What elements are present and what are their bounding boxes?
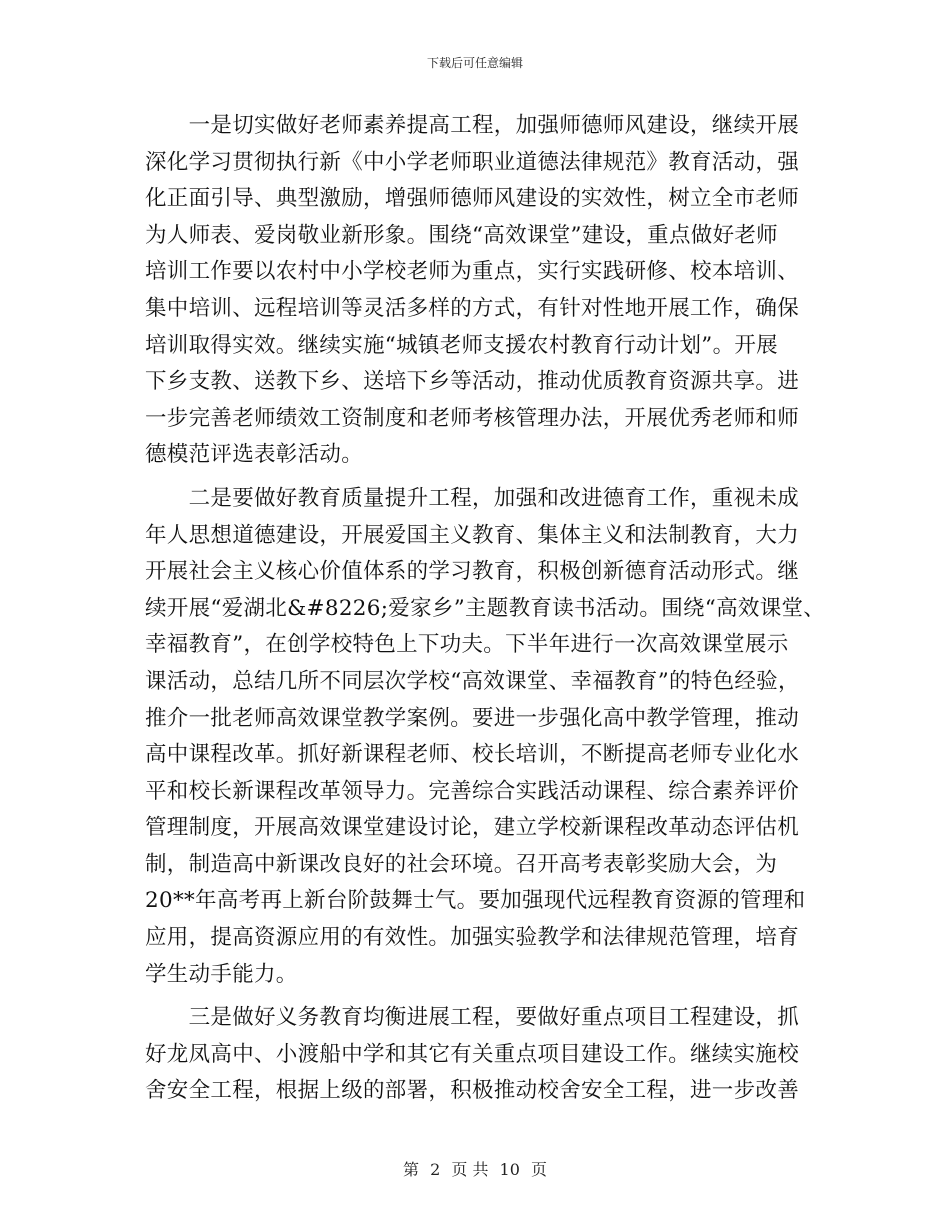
footer-prefix: 第 xyxy=(402,1160,419,1179)
text-line: 高中课程改革。抓好新课程老师、校长培训，不断提高老师专业化水 xyxy=(145,742,800,768)
text-line: 化正面引导、典型激励，增强师德师风建设的实效性，树立全市老师 xyxy=(145,186,800,212)
text-line: 年人思想道德建设，开展爱国主义教育、集体主义和法制教育，大力 xyxy=(145,522,800,548)
text-line: 应用，提高资源应用的有效性。加强实验教学和法律规范管理，培育 xyxy=(145,925,800,951)
text-line: 学生动手能力。 xyxy=(145,961,298,987)
text-line: 三是做好义务教育均衡进展工程，要做好重点项目工程建设，抓 xyxy=(145,1005,800,1031)
paragraph-1 xyxy=(145,108,800,474)
text-line: 一步完善老师绩效工资制度和老师考核管理办法，开展优秀老师和师 xyxy=(145,405,800,431)
total-pages: 10 xyxy=(499,1160,520,1179)
text-line: 培训工作要以农村中小学校老师为重点，实行实践研修、校本培训、 xyxy=(145,259,800,285)
text-line: 开展社会主义核心价值体系的学习教育，积极创新德育活动形式。继 xyxy=(145,559,800,585)
document-body xyxy=(145,108,826,1117)
footer-middle: 页 共 xyxy=(451,1160,489,1179)
text-line: 课活动，总结几所不同层次学校“高效课堂、幸福教育”的特色经验， xyxy=(145,668,800,694)
text-line: 下乡支教、送教下乡、送培下乡等活动，推动优质教育资源共享。进 xyxy=(145,369,800,395)
text-line: 二是要做好教育质量提升工程，加强和改进德育工作，重视未成 xyxy=(145,485,800,511)
text-line: 德模范评选表彰活动。 xyxy=(145,442,364,468)
page-footer xyxy=(0,1157,950,1180)
text-line: 推介一批老师高效课堂教学案例。要进一步强化高中教学管理，推动 xyxy=(145,705,800,731)
paragraph-2 xyxy=(145,481,826,993)
text-line: 平和校长新课程改革领导力。完善综合实践活动课程、综合素养评价 xyxy=(145,778,800,804)
text-line: 深化学习贯彻执行新《中小学老师职业道德法律规范》教育活动，强 xyxy=(145,149,800,175)
text-line: 幸福教育”，在创学校特色上下功夫。下半年进行一次高效课堂展示 xyxy=(145,632,789,658)
text-line: 为人师表、爱岗敬业新形象。围绕“高效课堂”建设，重点做好老师 xyxy=(145,222,778,248)
text-line: 好龙凤高中、小渡船中学和其它有关重点项目建设工作。继续实施校 xyxy=(145,1041,800,1067)
text-line: 舍安全工程，根据上级的部署，积极推动校舍安全工程，进一步改善 xyxy=(145,1078,800,1104)
page-header: 下载后可任意编辑 xyxy=(426,56,523,70)
paragraph-3 xyxy=(145,1000,800,1110)
page-number: 2 xyxy=(430,1160,441,1179)
text-line: 20**年高考再上新台阶鼓舞士气。要加强现代远程教育资源的管理和 xyxy=(145,888,806,914)
text-line: 续开展“爱湖北&#8226;爱家乡”主题教育读书活动。围绕“高效课堂、 xyxy=(145,595,826,621)
footer-suffix: 页 xyxy=(531,1160,548,1179)
text-line: 集中培训、远程培训等灵活多样的方式，有针对性地开展工作，确保 xyxy=(145,295,800,321)
text-line: 管理制度，开展高效课堂建设讨论，建立学校新课程改革动态评估机 xyxy=(145,815,800,841)
text-line: 培训取得实效。继续实施“城镇老师支援农村教育行动计划”。开展 xyxy=(145,332,778,358)
text-line: 制，制造高中新课改良好的社会环境。召开高考表彰奖励大会，为 xyxy=(145,851,778,877)
text-line: 一是切实做好老师素养提高工程，加强师德师风建设，继续开展 xyxy=(145,113,800,138)
